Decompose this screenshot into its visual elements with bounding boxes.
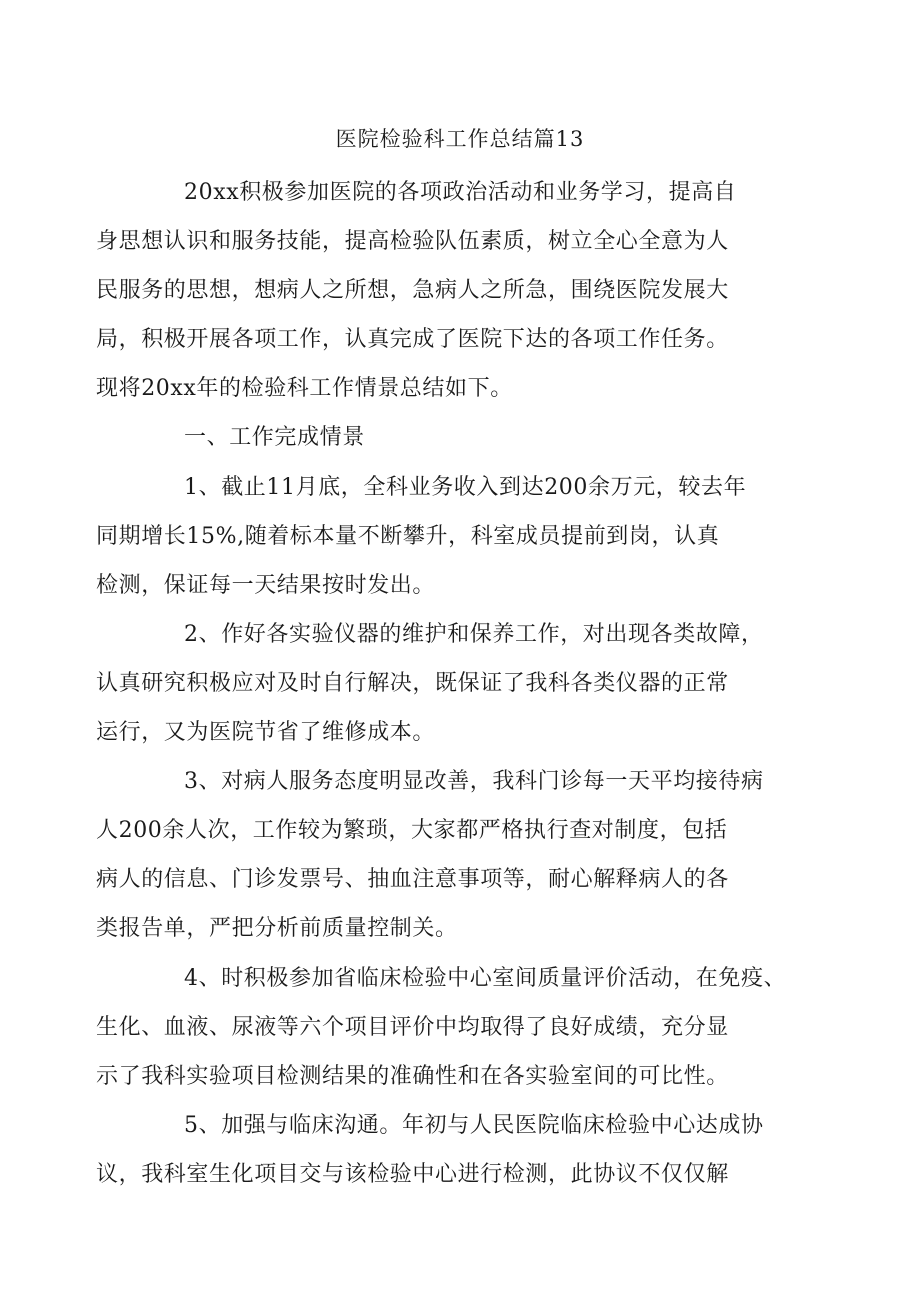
item-line: 人200余人次，工作较为繁琐，大家都严格执行查对制度，包括 bbox=[96, 818, 728, 844]
section-heading: 一、工作完成情景 bbox=[184, 425, 365, 451]
item-line: 2、作好各实验仪器的维护和保养工作，对出现各类故障， bbox=[184, 621, 764, 647]
intro-line: 局，积极开展各项工作，认真完成了医院下达的各项工作任务。 bbox=[96, 327, 729, 353]
list-item bbox=[96, 954, 794, 1101]
item-line: 3、对病人服务态度明显改善，我科门诊每一天平均接待病 bbox=[184, 769, 764, 795]
item-line: 同期增长15%,随着标本量不断攀升，科室成员提前到岗，认真 bbox=[96, 523, 720, 549]
intro-paragraph bbox=[96, 168, 794, 413]
document-body bbox=[96, 168, 794, 1199]
item-line: 病人的信息、门诊发票号、抽血注意事项等，耐心解释病人的各 bbox=[96, 867, 729, 893]
item-line: 生化、血液、尿液等六个项目评价中均取得了良好成绩，充分显 bbox=[96, 1014, 729, 1040]
item-line: 议，我科室生化项目交与该检验中心进行检测，此协议不仅仅解 bbox=[96, 1161, 729, 1187]
item-line: 4、时积极参加省临床检验中心室间质量评价活动，在免疫、 bbox=[184, 965, 787, 991]
intro-line: 现将20xx年的检验科工作情景总结如下。 bbox=[96, 376, 513, 402]
intro-line: 身思想认识和服务技能，提高检验队伍素质，树立全心全意为人 bbox=[96, 229, 729, 255]
list-item bbox=[96, 1101, 794, 1199]
item-line: 类报告单，严把分析前质量控制关。 bbox=[96, 916, 458, 942]
intro-line: 20xx积极参加医院的各项政治活动和业务学习，提高自 bbox=[184, 180, 737, 205]
item-line: 1、截止11月底，全科业务收入到达200余万元，较去年 bbox=[184, 474, 747, 500]
item-line: 5、加强与临床沟通。年初与人民医院临床检验中心达成协 bbox=[184, 1112, 764, 1138]
item-line: 认真研究积极应对及时自行解决，既保证了我科各类仪器的正常 bbox=[96, 670, 729, 696]
document-title: 医院检验科工作总结篇13 bbox=[335, 127, 585, 151]
item-line: 检测，保证每一天结果按时发出。 bbox=[96, 572, 436, 598]
item-line: 示了我科实验项目检测结果的准确性和在各实验室间的可比性。 bbox=[96, 1063, 729, 1089]
intro-line: 民服务的思想，想病人之所想，急病人之所急，围绕医院发展大 bbox=[96, 278, 729, 304]
list-item bbox=[96, 757, 794, 953]
list-item bbox=[96, 463, 794, 610]
item-line: 运行，又为医院节省了维修成本。 bbox=[96, 720, 436, 746]
list-item bbox=[96, 610, 794, 757]
